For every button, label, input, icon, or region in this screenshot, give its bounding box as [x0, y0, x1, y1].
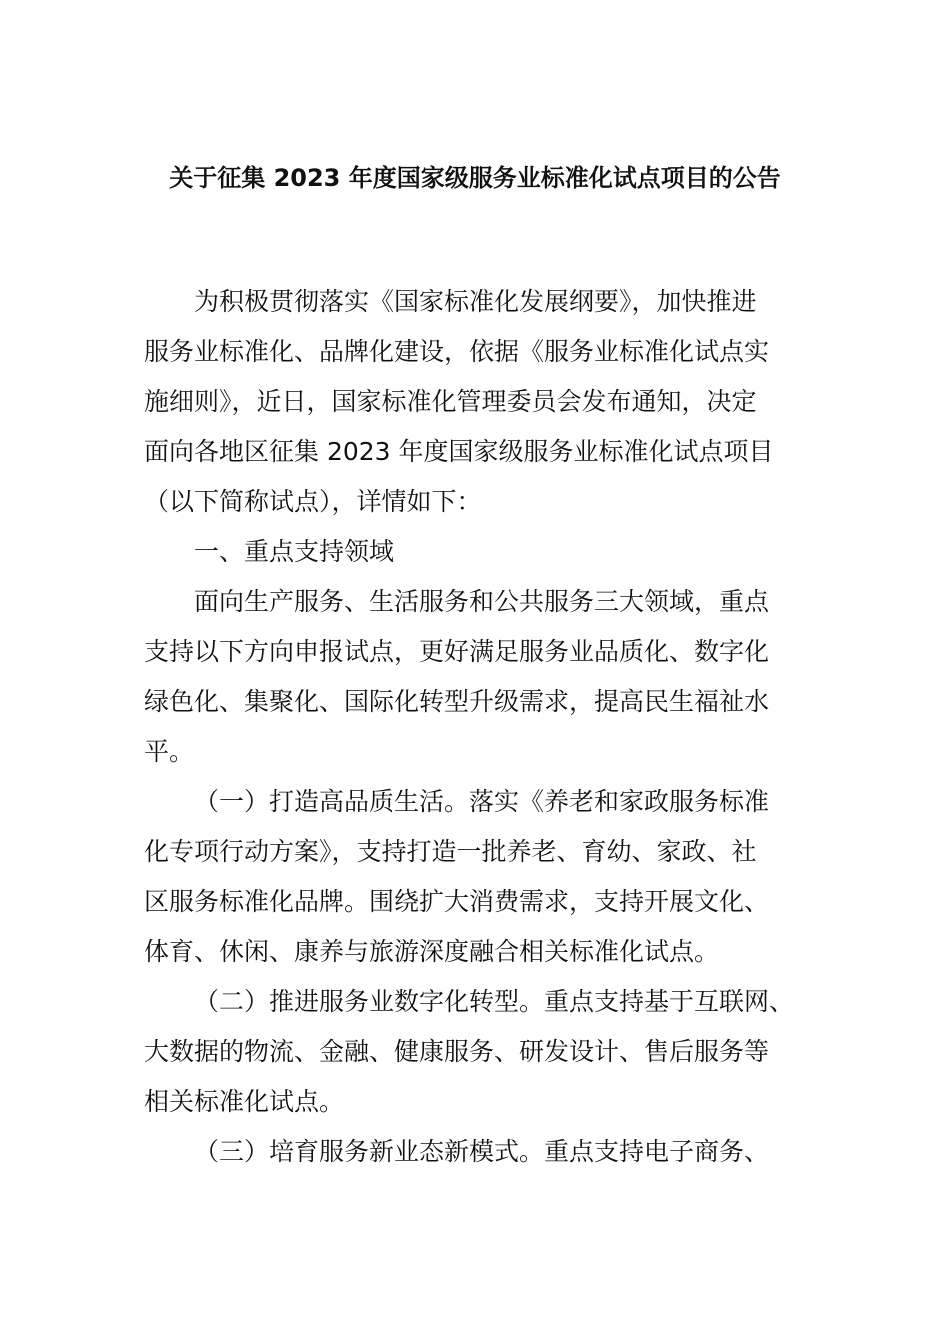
paragraph-line: 区服务标准化品牌。围绕扩大消费需求，支持开展文化、 [144, 887, 770, 916]
paragraph-line: 大数据的物流、金融、健康服务、研发设计、售后服务等 [144, 1037, 770, 1066]
paragraph-line: （以下简称试点），详情如下： [144, 487, 482, 516]
paragraph-line: 为积极贯彻落实《国家标准化发展纲要》，加快推进 [194, 287, 757, 316]
section-heading: 一、重点支持领域 [194, 537, 395, 566]
paragraph-line: 相关标准化试点。 [144, 1087, 345, 1116]
paragraph-line: （二）推进服务业数字化转型。重点支持基于互联网、 [194, 987, 795, 1016]
paragraph-line: （三）培育服务新业态新模式。重点支持电子商务、 [194, 1137, 770, 1166]
paragraph-line: 面向各地区征集 2023 年度国家级服务业标准化试点项目 [144, 437, 774, 466]
paragraph-line: （一）打造高品质生活。落实《养老和家政服务标准 [194, 787, 770, 816]
paragraph-line: 化专项行动方案》，支持打造一批养老、育幼、家政、社 [144, 837, 757, 866]
paragraph-line: 施细则》，近日，国家标准化管理委员会发布通知，决定 [144, 387, 757, 416]
paragraph-line: 服务业标准化、品牌化建设，依据《服务业标准化试点实 [144, 337, 770, 366]
paragraph-line: 体育、休闲、康养与旅游深度融合相关标准化试点。 [144, 937, 720, 966]
paragraph-line: 平。 [144, 737, 195, 766]
paragraph-line: 绿色化、集聚化、国际化转型升级需求，提高民生福祉水 [144, 687, 770, 716]
document-title: 关于征集 2023 年度国家级服务业标准化试点项目的公告 [169, 164, 781, 192]
paragraph-line: 支持以下方向申报试点，更好满足服务业品质化、数字化 [144, 637, 770, 666]
paragraph-line: 面向生产服务、生活服务和公共服务三大领域，重点 [194, 587, 770, 616]
